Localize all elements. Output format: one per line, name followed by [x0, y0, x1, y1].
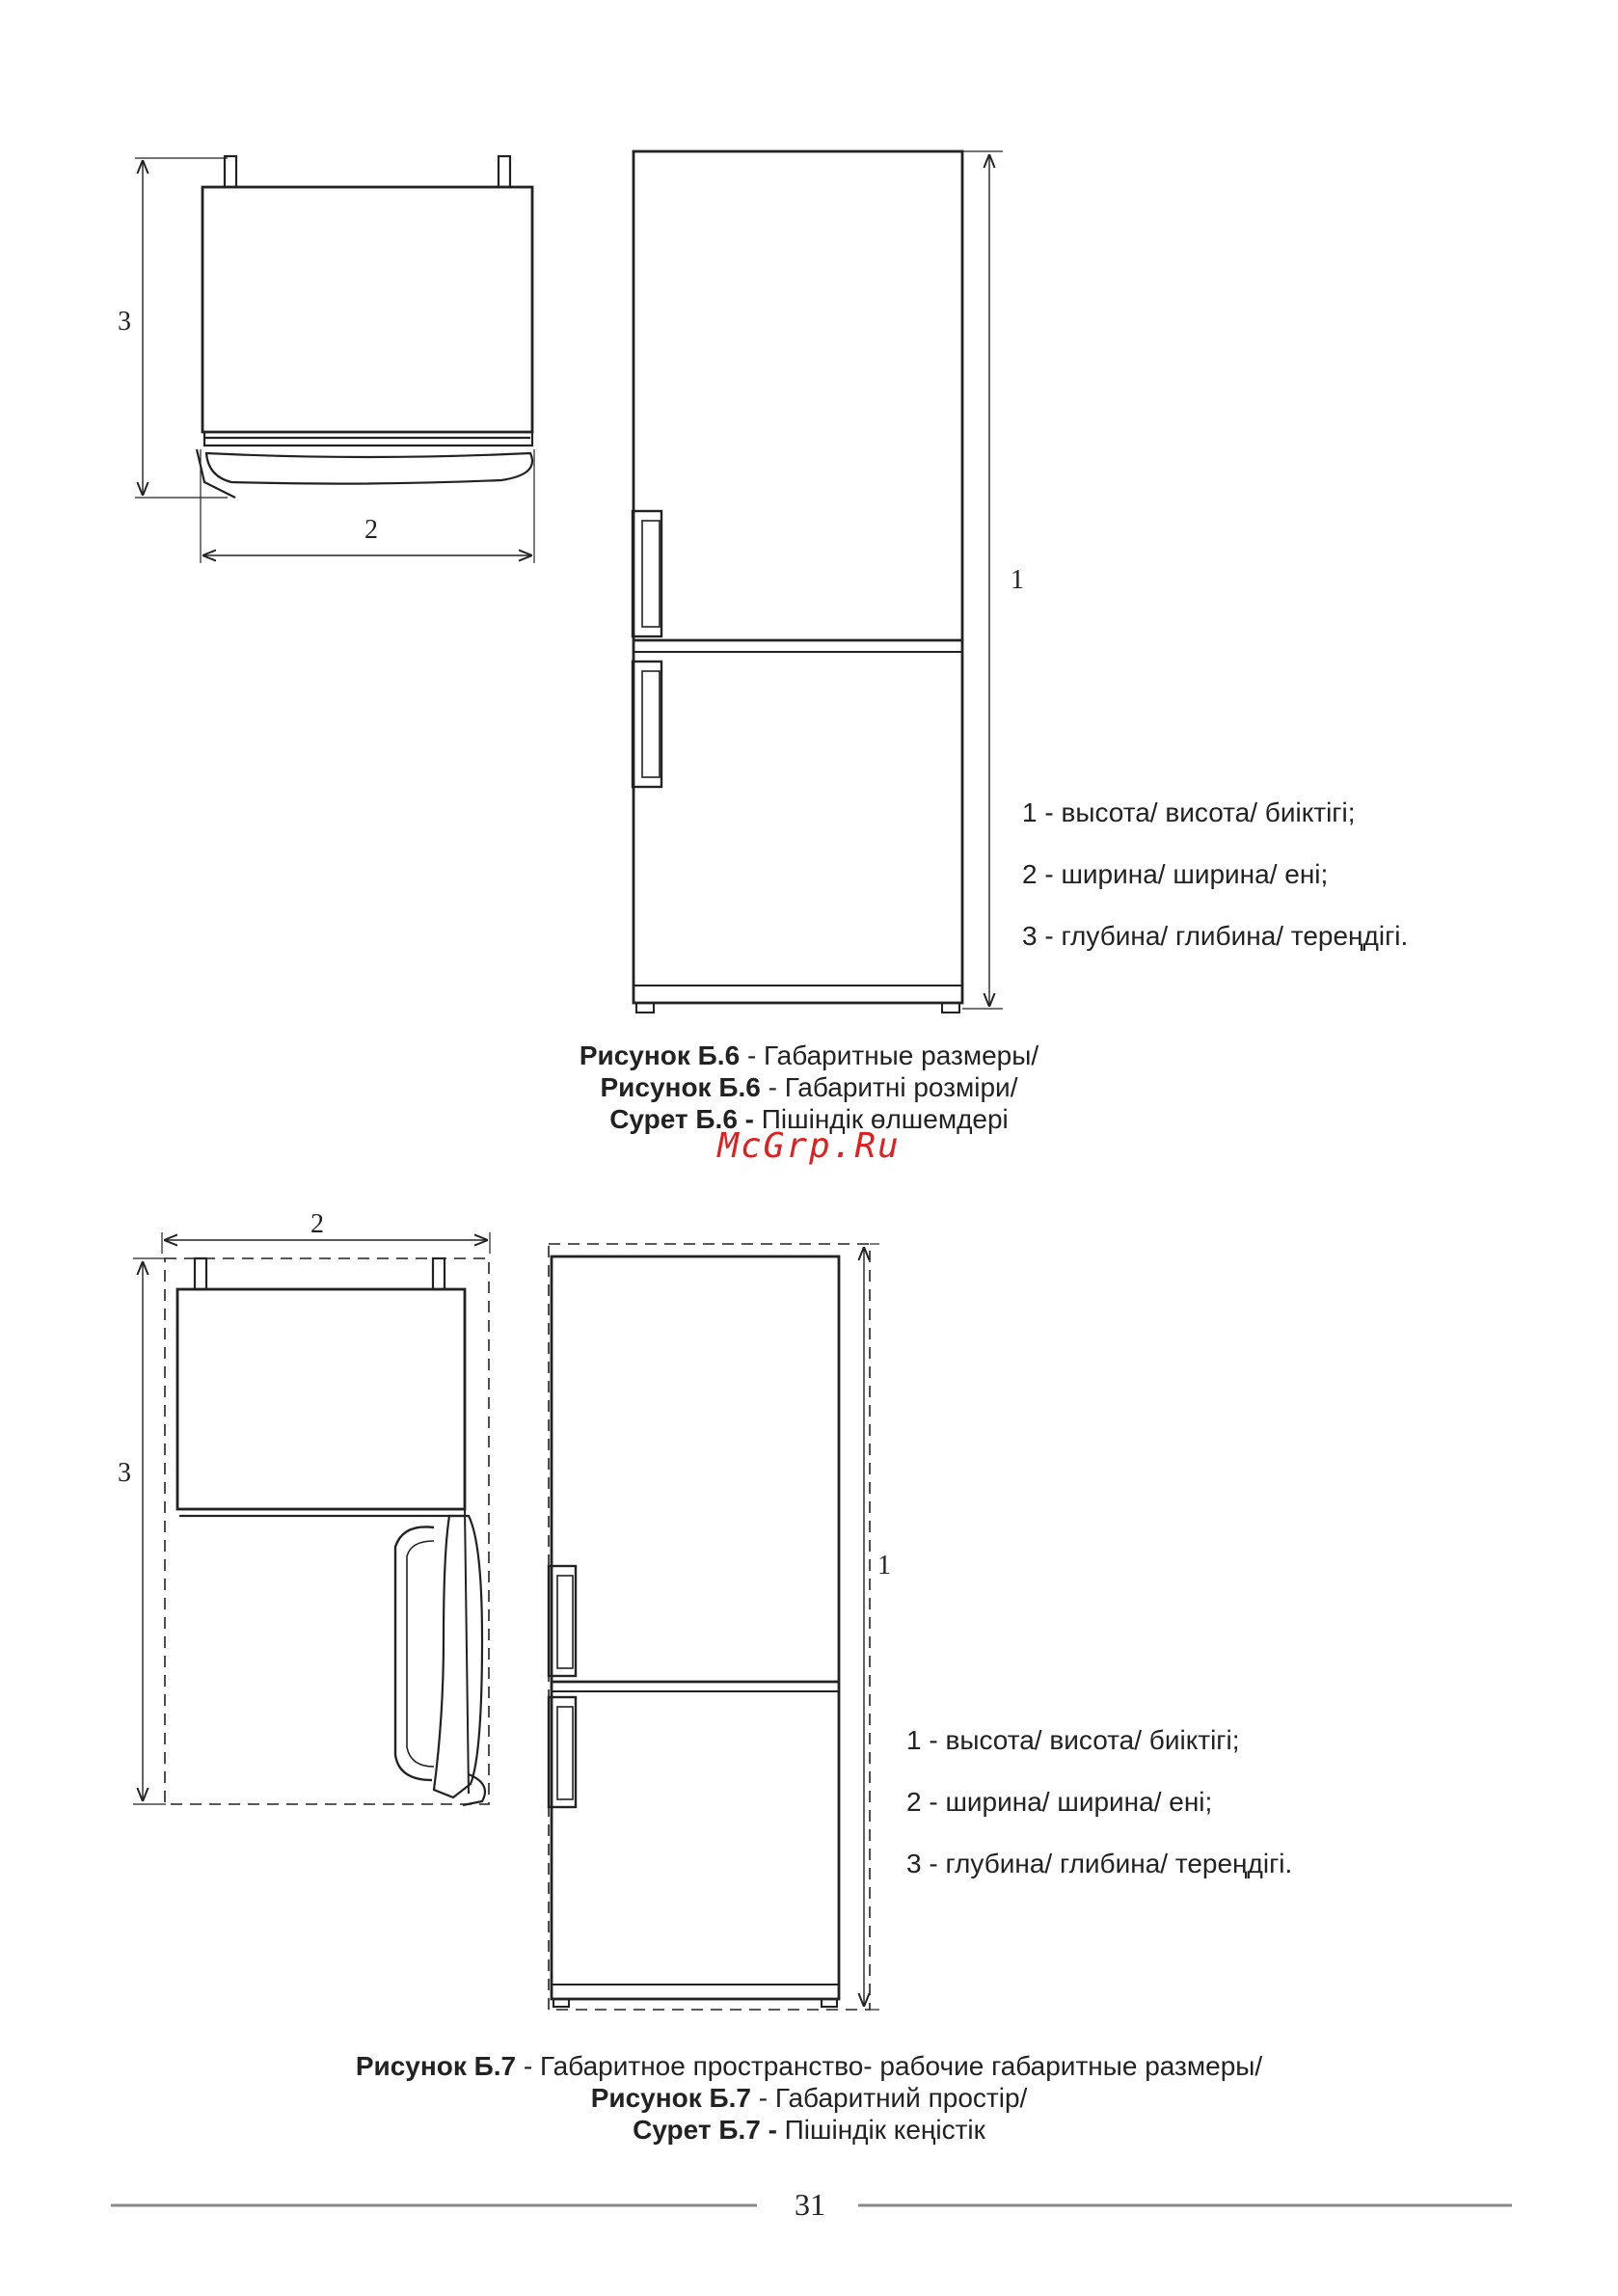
fig7-door-shelves-inner	[407, 1541, 434, 1767]
fig7-front-view	[549, 1244, 879, 2010]
fig7-label-width: 2	[310, 1209, 324, 1239]
fig6-legend-item-3: 3 - глубина/ глибина/ тереңдігі.	[1022, 921, 1409, 951]
page-number: 31	[795, 2187, 825, 2222]
fig6-top-leg-right	[499, 156, 510, 187]
fig6-top-body	[202, 187, 532, 432]
fig7-door-shelves-outer	[395, 1526, 434, 1780]
fig7-label-depth: 3	[118, 1458, 131, 1488]
fig6-caption-line-1: Рисунок Б.6 - Габаритные размеры/	[579, 1040, 1039, 1070]
fig6-label-height: 1	[1011, 565, 1024, 595]
fig7-legend-item-3: 3 - глубина/ глибина/ тереңдігі.	[906, 1849, 1293, 1878]
fig6-upper-handle	[633, 511, 661, 636]
fig7-top-leg-left	[195, 1258, 206, 1289]
fig7-front-clearance	[549, 1244, 870, 2010]
fig6-lower-handle	[633, 662, 661, 787]
fig6-top-view	[135, 156, 534, 563]
fig6-legend-item-1: 1 - высота/ висота/ биіктігі;	[1022, 797, 1356, 827]
fig6-foot-left	[636, 1003, 654, 1013]
fig7-caption-line-3: Сурет Б.7 - Пішіндік кеңістік	[633, 2115, 985, 2145]
fig7-lower-handle-inner	[557, 1707, 573, 1799]
watermark: McGrp.Ru	[717, 1126, 901, 1166]
fig6-label-width: 2	[364, 515, 378, 545]
fig7-upper-handle-inner	[557, 1576, 573, 1668]
fig6-label-depth: 3	[118, 307, 131, 337]
fig7-door-open	[434, 1516, 482, 1797]
fig6-top-door-open	[206, 453, 532, 484]
fig7-door-handle-edge	[463, 1774, 485, 1805]
fig6-caption	[0, 1040, 1618, 1135]
fig6-foot-right	[942, 1003, 959, 1013]
fig7-fridge-body	[552, 1256, 839, 1999]
fig6-upper-handle-inner	[642, 521, 660, 627]
fig7-top-view	[133, 1232, 490, 1805]
fig6-top-leg-left	[225, 156, 236, 187]
fig6-legend-item-2: 2 - ширина/ ширина/ ені;	[1022, 859, 1329, 889]
fig7-top-body	[177, 1289, 465, 1509]
fig7-door-hinge-axis	[465, 1509, 469, 1794]
fig7-legend-item-1: 1 - высота/ висота/ биіктігі;	[906, 1725, 1240, 1755]
fig7-legend-item-2: 2 - ширина/ ширина/ ені;	[906, 1787, 1213, 1817]
fig7-caption-line-1: Рисунок Б.7 - Габаритное пространство- рабочие габаритные размеры/	[355, 2051, 1263, 2081]
fig6-fridge-body	[634, 151, 962, 1003]
fig7-caption	[0, 2050, 1618, 2146]
fig7-caption-line-2: Рисунок Б.7 - Габаритний простір/	[590, 2083, 1028, 2113]
fig6-caption-line-2: Рисунок Б.6 - Габаритні розміри/	[600, 1072, 1018, 1102]
fig7-top-leg-right	[433, 1258, 445, 1289]
fig7-label-height: 1	[877, 1551, 891, 1580]
fig6-lower-handle-inner	[642, 671, 660, 777]
fig6-front-view	[633, 151, 1003, 1013]
fig6-caption-line-3: Сурет Б.6 - Пішіндік өлшемдері	[609, 1104, 1009, 1134]
